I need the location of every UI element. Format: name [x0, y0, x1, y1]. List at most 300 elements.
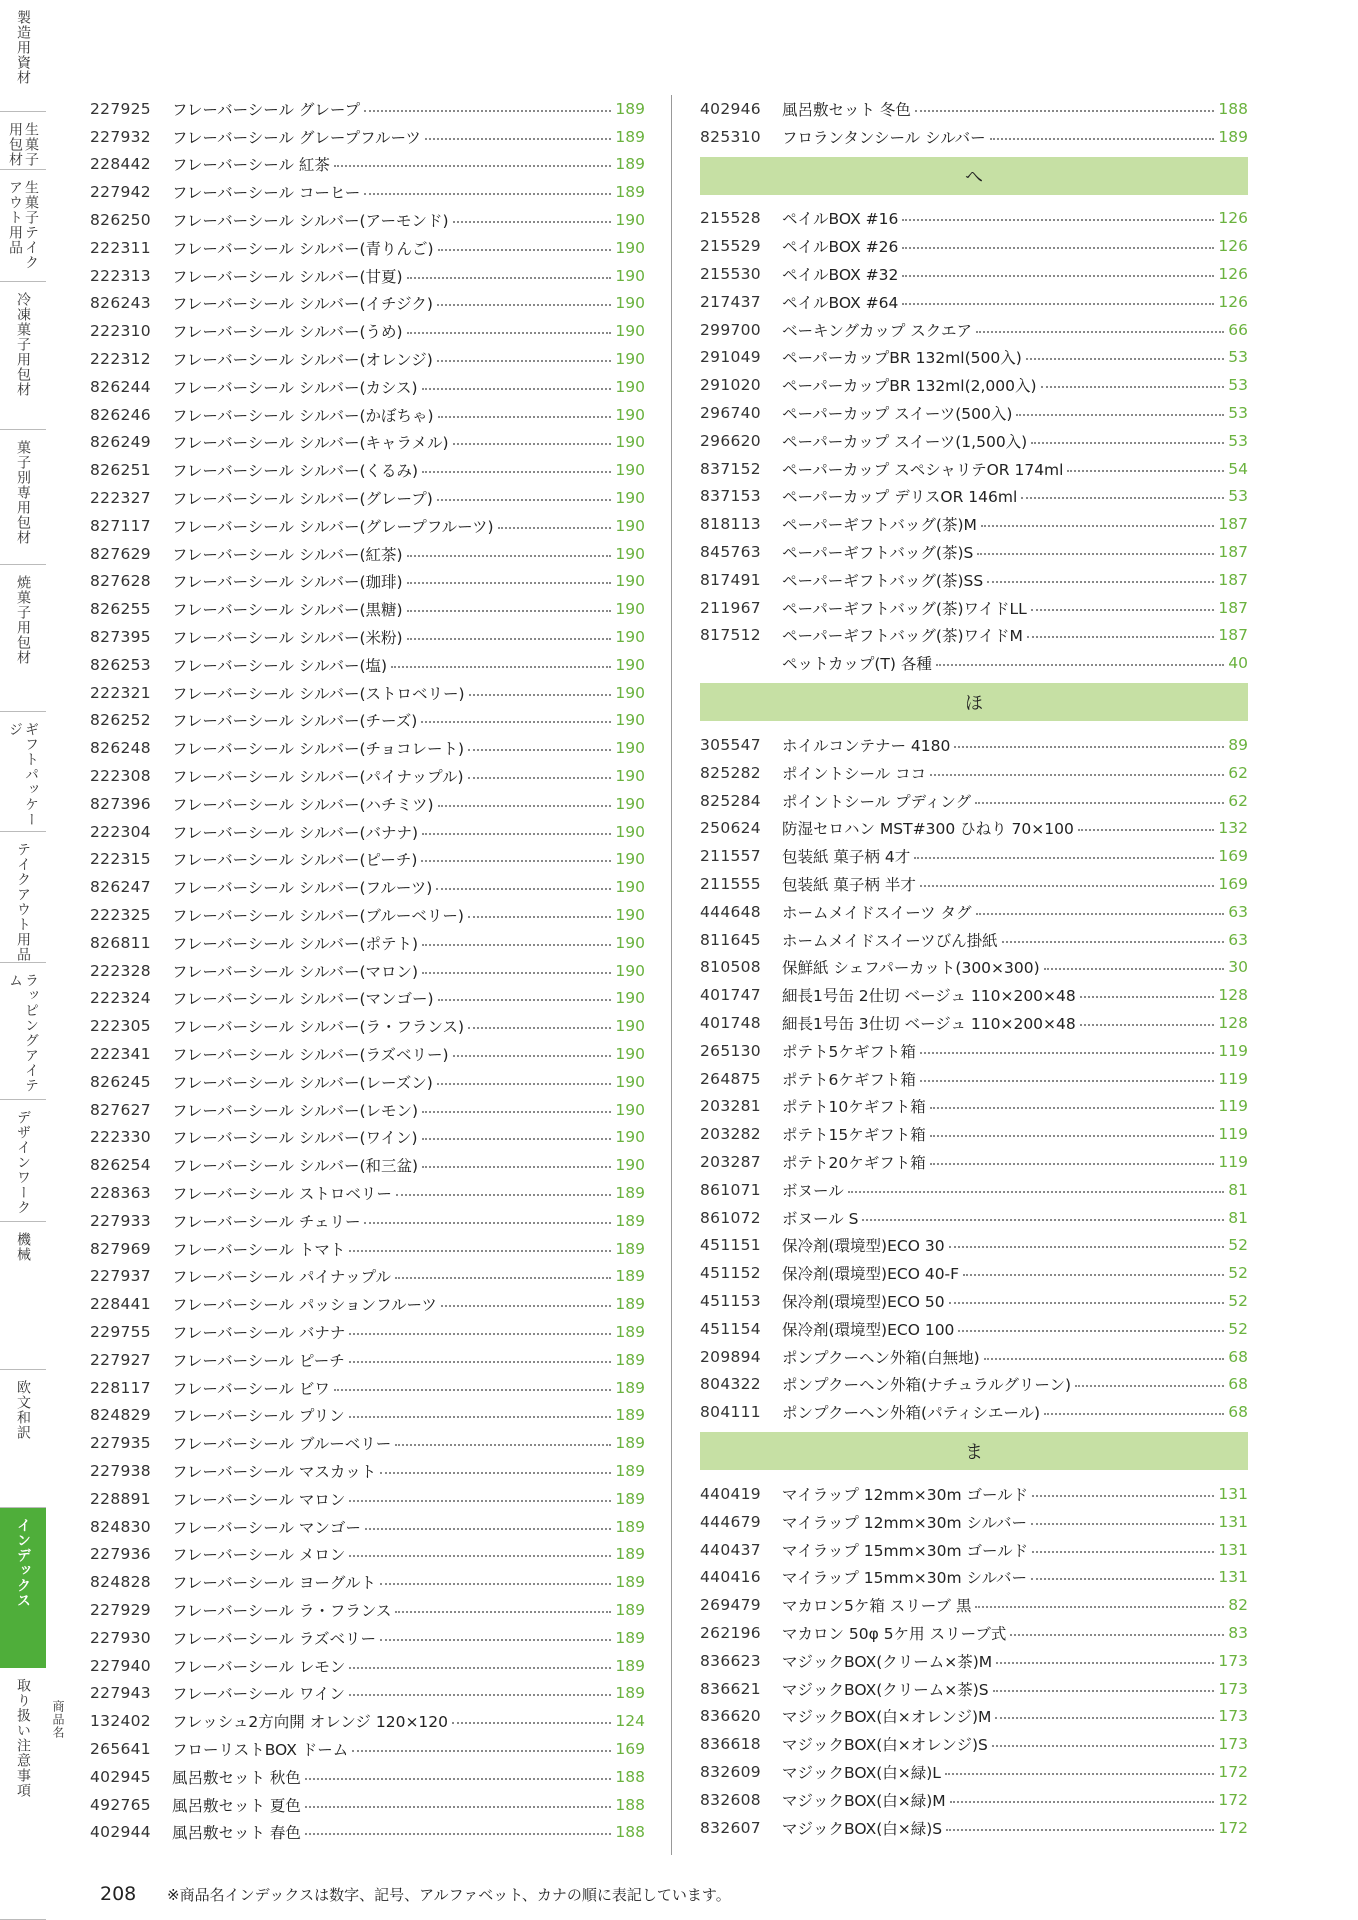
entry-code: 215529 [700, 237, 761, 256]
entry-code: 817491 [700, 570, 761, 589]
entry-page: 63 [1228, 902, 1248, 921]
entry-page: 190 [615, 516, 645, 535]
index-entry [700, 1398, 1248, 1426]
index-entry [700, 926, 1248, 954]
leader-dots [1031, 1523, 1214, 1525]
entry-page: 190 [615, 377, 645, 396]
entry-name: 保鮮紙 シェフパーカット(300×300) [782, 959, 1040, 978]
entry-page: 62 [1228, 763, 1248, 782]
entry-name: フレーバーシール シルバー(マロン) [172, 962, 419, 981]
entry-name: フロランタンシール シルバー [782, 128, 986, 147]
sidebar-tab[interactable] [0, 430, 46, 565]
entry-name: フレーバーシール シルバー(レモン) [172, 1101, 419, 1120]
leader-dots [349, 1667, 611, 1669]
entry-name: フレーバーシール マスカット [172, 1462, 377, 1481]
leader-dots [990, 138, 1215, 140]
entry-page: 126 [1218, 237, 1248, 256]
entry-page: 52 [1228, 1264, 1248, 1283]
entry-name: ポテト15ケギフト箱 [782, 1126, 926, 1145]
sidebar-tab[interactable] [0, 1100, 46, 1222]
entry-name: フレーバーシール プリン [172, 1407, 345, 1426]
entry-page: 173 [1218, 1651, 1248, 1670]
entry-code: 222324 [90, 989, 151, 1008]
entry-page: 126 [1218, 265, 1248, 284]
entry-page: 189 [615, 1545, 645, 1564]
index-entry [90, 456, 645, 484]
entry-page: 189 [615, 127, 645, 146]
entry-code: 826252 [90, 711, 151, 730]
leader-dots [1075, 1385, 1224, 1387]
leader-dots [902, 275, 1214, 277]
leader-dots [438, 249, 612, 251]
index-entry [90, 1624, 645, 1652]
leader-dots [1010, 1634, 1224, 1636]
leader-dots [453, 1055, 612, 1057]
entry-page: 68 [1228, 1375, 1248, 1394]
leader-dots [438, 999, 612, 1001]
index-entry [90, 317, 645, 345]
sidebar-tab[interactable] [0, 282, 46, 430]
entry-page: 189 [615, 1628, 645, 1647]
sidebar-tab-label: 取り扱い注意事項 [15, 1678, 31, 1798]
entry-name: 包装紙 菓子柄 半才 [782, 876, 916, 895]
index-column-left [90, 95, 645, 1846]
entry-name: フレーバーシール シルバー(くるみ) [172, 462, 419, 481]
entry-name: フレーバーシール シルバー(チョコレート) [172, 740, 465, 759]
sidebar-tab-label: 生菓子テイクアウト用品 [7, 180, 39, 270]
entry-code: 832607 [700, 1818, 761, 1837]
index-entry [700, 1536, 1248, 1564]
entry-page: 190 [615, 1072, 645, 1091]
sidebar-tab[interactable] [0, 832, 46, 963]
index-entry [90, 484, 645, 512]
entry-code: 832608 [700, 1790, 761, 1809]
leader-dots [407, 582, 612, 584]
entry-code: 296620 [700, 431, 761, 450]
leader-dots [995, 1717, 1214, 1719]
entry-name: フレーバーシール ラ・フランス [172, 1601, 392, 1620]
entry-page: 189 [615, 1461, 645, 1480]
entry-name: フレーバーシール ラズベリー [172, 1629, 376, 1648]
entry-code: 222305 [90, 1017, 151, 1036]
index-entry [700, 399, 1248, 427]
sidebar-tab[interactable] [0, 1370, 46, 1508]
leader-dots [334, 1389, 611, 1391]
entry-code: 827628 [90, 572, 151, 591]
index-entry [90, 1012, 645, 1040]
index-entry [700, 1148, 1248, 1176]
entry-code: 203282 [700, 1125, 761, 1144]
entry-name: 保冷剤(環境型)ECO 40-F [782, 1265, 960, 1284]
entry-page: 131 [1218, 1568, 1248, 1587]
section-heading: ほ [700, 683, 1248, 721]
entry-page: 189 [615, 183, 645, 202]
index-entry [90, 1540, 645, 1568]
leader-dots [468, 916, 611, 918]
index-entry [90, 873, 645, 901]
leader-dots [422, 388, 612, 390]
leader-dots [395, 1611, 611, 1613]
entry-name: マイラップ 12mm×30m ゴールド [782, 1485, 1029, 1504]
leader-dots [438, 416, 612, 418]
entry-page: 190 [615, 405, 645, 424]
index-entry [90, 1457, 645, 1485]
entry-code: 228442 [90, 155, 151, 174]
entry-name: フレーバーシール シルバー(フルーツ) [172, 879, 433, 898]
index-entry [700, 1508, 1248, 1536]
column-divider [671, 95, 672, 1855]
entry-page: 128 [1218, 1014, 1248, 1032]
entry-code: 222311 [90, 238, 151, 257]
entry-name: 保冷剤(環境型)ECO 30 [782, 1237, 945, 1256]
entry-page: 190 [615, 489, 645, 508]
entry-code: 227927 [90, 1350, 151, 1369]
entry-page: 190 [615, 211, 645, 230]
leader-dots [920, 1052, 1215, 1054]
index-entry [700, 316, 1248, 344]
entry-page: 172 [1218, 1818, 1248, 1837]
entry-name: フレーバーシール シルバー(パイナップル) [172, 768, 464, 787]
entry-code: 811645 [700, 930, 761, 949]
entry-name: フレーバーシール パッションフルーツ [172, 1296, 437, 1315]
sidebar-tab[interactable] [0, 112, 46, 170]
entry-name: フレーバーシール トマト [172, 1240, 346, 1259]
index-entry [700, 455, 1248, 483]
sidebar-tab[interactable] [0, 170, 46, 282]
entry-page: 190 [615, 322, 645, 341]
entry-name: フレーバーシール シルバー(ストロベリー) [172, 684, 465, 703]
index-entry [700, 427, 1248, 455]
entry-code: 269479 [700, 1596, 761, 1615]
entry-code: 222321 [90, 683, 151, 702]
index-entry [90, 1290, 645, 1318]
entry-code: 826246 [90, 405, 151, 424]
entry-code: 804111 [700, 1403, 761, 1422]
entry-name: マジックBOX(クリーム×茶)M [782, 1652, 993, 1671]
index-entry [90, 1818, 645, 1846]
entry-code: 861072 [700, 1208, 761, 1227]
index-entry [90, 373, 645, 401]
entry-code: 250624 [700, 819, 761, 838]
entry-name: ペーパーカップ スペシャリテOR 174ml [782, 460, 1064, 479]
entry-code: 132402 [90, 1712, 151, 1731]
index-entry [700, 1315, 1248, 1343]
entry-page: 190 [615, 850, 645, 869]
leader-dots [380, 1639, 611, 1641]
entry-page: 189 [615, 1267, 645, 1286]
leader-dots [437, 1083, 612, 1085]
entry-code: 305547 [700, 736, 761, 755]
entry-name: ペットカップ(T) 各種 [782, 655, 932, 674]
sidebar-tab-label: ギフトパッケージ [7, 722, 39, 827]
index-entry [90, 707, 645, 735]
entry-name: フレーバーシール シルバー(紅茶) [172, 545, 403, 564]
index-entry [90, 846, 645, 874]
entry-page: 190 [615, 1017, 645, 1036]
entry-name: フレーバーシール シルバー(マンゴー) [172, 990, 434, 1009]
entry-code: 265641 [90, 1739, 151, 1758]
entry-name: フレーバーシール パイナップル [172, 1268, 391, 1287]
entry-code: 215528 [700, 209, 761, 228]
entry-code: 222312 [90, 350, 151, 369]
entry-code: 222310 [90, 322, 151, 341]
entry-page: 53 [1228, 348, 1248, 367]
entry-code: 227932 [90, 127, 151, 146]
entry-code: 296740 [700, 404, 761, 423]
entry-name: フレーバーシール シルバー(ワイン) [172, 1129, 418, 1148]
entry-page: 190 [615, 350, 645, 369]
entry-name: フレーバーシール グレープフルーツ [172, 128, 421, 147]
entry-name: ポイントシール プディング [782, 792, 972, 811]
entry-code: 222313 [90, 266, 151, 285]
entry-name: 防湿セロハン MST#300 ひねり 70×100 [782, 820, 1074, 839]
entry-code: 492765 [90, 1795, 151, 1814]
sidebar-tab[interactable] [0, 963, 46, 1100]
entry-code: 818113 [700, 515, 761, 534]
index-entry [90, 734, 645, 762]
sidebar-tab[interactable] [0, 1508, 46, 1668]
leader-dots [950, 1801, 1215, 1803]
entry-name: フレーバーシール シルバー(ラズベリー) [172, 1045, 449, 1064]
entry-code: 227940 [90, 1656, 151, 1675]
leader-dots [364, 1222, 611, 1224]
index-entry [700, 1758, 1248, 1786]
entry-name: 保冷剤(環境型)ECO 50 [782, 1292, 945, 1311]
entry-page: 63 [1228, 930, 1248, 949]
leader-dots [949, 1302, 1225, 1304]
leader-dots [1031, 1578, 1214, 1580]
sidebar-tab[interactable] [0, 1668, 46, 1920]
leader-dots [984, 1358, 1225, 1360]
entry-name: フレーバーシール シルバー(青りんご) [172, 239, 434, 258]
section-heading: へ [700, 157, 1248, 195]
entry-name: ポテト20ケギフト箱 [782, 1153, 926, 1172]
index-entry [90, 1596, 645, 1624]
sidebar-tab-label: インデックス [15, 1518, 31, 1608]
sidebar-tab[interactable] [0, 565, 46, 712]
entry-name: フレーバーシール シルバー(ピーチ) [172, 851, 418, 870]
index-entry [90, 123, 645, 151]
index-entry [700, 260, 1248, 288]
entry-code: 222330 [90, 1128, 151, 1147]
sidebar-tab-label: 菓子別専用包材 [15, 440, 31, 545]
entry-name: フレーバーシール シルバー(ラ・フランス) [172, 1018, 465, 1037]
index-entry [90, 540, 645, 568]
leader-dots [1044, 1413, 1224, 1415]
leader-dots [453, 443, 612, 445]
leader-dots [981, 525, 1215, 527]
index-entry [90, 1374, 645, 1402]
entry-page: 188 [615, 1823, 645, 1842]
index-entry [700, 815, 1248, 843]
index-entry [700, 954, 1248, 982]
section-heading: ま [700, 1432, 1248, 1470]
leader-dots [305, 1833, 611, 1835]
entry-code: 227942 [90, 183, 151, 202]
entry-page: 189 [615, 155, 645, 174]
entry-page: 53 [1228, 376, 1248, 395]
leader-dots [963, 1274, 1224, 1276]
leader-dots [436, 888, 611, 890]
entry-code: 211967 [700, 598, 761, 617]
entry-name: フレーバーシール シルバー(甘夏) [172, 267, 403, 286]
sidebar-tab[interactable] [0, 1222, 46, 1370]
entry-name: ポンプクーヘン外箱(パティシエール) [782, 1404, 1041, 1423]
index-entry [90, 1707, 645, 1735]
index-entry [90, 595, 645, 623]
entry-page: 187 [1218, 598, 1248, 617]
index-entry [700, 1037, 1248, 1065]
leader-dots [949, 1246, 1225, 1248]
index-entry [90, 1346, 645, 1374]
index-entry [700, 594, 1248, 622]
entry-code: 228441 [90, 1295, 151, 1314]
index-entry [90, 1679, 645, 1707]
entry-name: マカロン5ケ箱 スリーブ 黒 [782, 1597, 972, 1616]
entry-code: 826243 [90, 294, 151, 313]
leader-dots [305, 1778, 611, 1780]
index-entry [90, 762, 645, 790]
entry-name: フレーバーシール シルバー(塩) [172, 656, 388, 675]
index-entry [90, 623, 645, 651]
entry-page: 190 [615, 1156, 645, 1175]
category-sidebar [0, 0, 46, 1920]
entry-code: 826251 [90, 461, 151, 480]
entry-page: 131 [1218, 1512, 1248, 1531]
entry-code: 836623 [700, 1651, 761, 1670]
leader-dots [1080, 1024, 1215, 1026]
entry-name: ポテト10ケギフト箱 [782, 1098, 926, 1117]
entry-name: ベーキングカップ スクエア [782, 321, 972, 340]
entry-name: フレーバーシール 紅茶 [172, 156, 330, 175]
entry-page: 190 [615, 1128, 645, 1147]
entry-code: 227943 [90, 1684, 151, 1703]
index-entry [700, 1591, 1248, 1619]
entry-name: フレーバーシール シルバー(米粉) [172, 629, 403, 648]
entry-name: フレーバーシール メロン [172, 1546, 346, 1565]
entry-code: 402946 [700, 99, 761, 118]
index-entry [90, 1318, 645, 1346]
entry-code: 440419 [700, 1484, 761, 1503]
sidebar-tab-label: 機械 [15, 1232, 31, 1262]
entry-code: 229755 [90, 1322, 151, 1341]
entry-name: ボヌール [782, 1181, 844, 1200]
entry-name: フレーバーシール シルバー(ハチミツ) [172, 795, 434, 814]
sidebar-tab-label: テイクアウト用品 [15, 842, 31, 962]
entry-code: 227935 [90, 1434, 151, 1453]
entry-code: 227925 [90, 99, 151, 118]
entry-code: 824828 [90, 1573, 151, 1592]
entry-code: 227930 [90, 1628, 151, 1647]
entry-code: 222328 [90, 961, 151, 980]
entry-name: ホームメイドスイーツ タグ [782, 903, 972, 922]
entry-code: 826249 [90, 433, 151, 452]
leader-dots [848, 1191, 1225, 1193]
leader-dots [976, 331, 1224, 333]
index-entry [90, 262, 645, 290]
entry-code: 203281 [700, 1097, 761, 1116]
entry-page: 62 [1228, 791, 1248, 810]
entry-name: 風呂敷セット 冬色 [782, 100, 911, 119]
leader-dots [902, 247, 1214, 249]
sidebar-tab[interactable] [0, 712, 46, 832]
index-entry [700, 1563, 1248, 1591]
entry-name: フレーバーシール チェリー [172, 1212, 361, 1231]
entry-code: 222341 [90, 1044, 151, 1063]
leader-dots [920, 1080, 1215, 1082]
entry-name: ペーパーカップBR 132ml(2,000入) [782, 377, 1037, 396]
entry-page: 190 [615, 933, 645, 952]
entry-code: 827627 [90, 1100, 151, 1119]
entry-page: 190 [615, 433, 645, 452]
index-entry [90, 1123, 645, 1151]
entry-page: 188 [1218, 99, 1248, 118]
index-entry [90, 790, 645, 818]
leader-dots [993, 1690, 1215, 1692]
entry-name: 包装紙 菓子柄 4才 [782, 848, 911, 867]
index-entry [700, 95, 1248, 123]
entry-page: 52 [1228, 1236, 1248, 1255]
entry-code: 444679 [700, 1512, 761, 1531]
entry-code: 826811 [90, 933, 151, 952]
entry-code: 826253 [90, 655, 151, 674]
entry-code: 217437 [700, 292, 761, 311]
entry-code: 227938 [90, 1461, 151, 1480]
index-entry [90, 1096, 645, 1124]
index-entry [90, 901, 645, 929]
entry-page: 190 [615, 572, 645, 591]
entry-name: ペイルBOX #16 [782, 210, 899, 229]
entry-code: 262196 [700, 1623, 761, 1642]
index-entry [700, 1204, 1248, 1232]
index-entry [700, 981, 1248, 1009]
entry-page: 189 [615, 1378, 645, 1397]
entry-page: 83 [1228, 1623, 1248, 1642]
index-entry [90, 1235, 645, 1263]
entry-name: マジックBOX(クリーム×茶)S [782, 1680, 989, 1699]
index-entry [90, 512, 645, 540]
entry-page: 188 [615, 1767, 645, 1786]
entry-name: フレーバーシール マンゴー [172, 1518, 361, 1537]
index-entry [90, 1040, 645, 1068]
leader-dots [349, 1250, 611, 1252]
leader-dots [992, 1745, 1215, 1747]
entry-page: 190 [615, 822, 645, 841]
entry-page: 53 [1228, 404, 1248, 423]
index-entry [90, 95, 645, 123]
entry-code: 402945 [90, 1767, 151, 1786]
sidebar-tab[interactable] [0, 0, 46, 112]
entry-code: 824829 [90, 1406, 151, 1425]
entry-code: 825310 [700, 127, 761, 146]
leader-dots [945, 1773, 1215, 1775]
index-entry [700, 842, 1248, 870]
entry-page: 126 [1218, 292, 1248, 311]
entry-page: 124 [615, 1712, 645, 1731]
entry-name: フレッシュ2方向開 オレンジ 120×120 [172, 1713, 449, 1732]
page-footer [100, 1883, 731, 1905]
entry-page: 189 [615, 1239, 645, 1258]
entry-name: フレーバーシール シルバー(オレンジ) [172, 351, 433, 370]
leader-dots [1027, 636, 1214, 638]
leader-dots [407, 555, 612, 557]
leader-dots [421, 860, 611, 862]
leader-dots [349, 1333, 611, 1335]
index-entry [90, 234, 645, 262]
entry-page: 172 [1218, 1762, 1248, 1781]
entry-page: 189 [615, 1684, 645, 1703]
entry-page: 81 [1228, 1180, 1248, 1199]
